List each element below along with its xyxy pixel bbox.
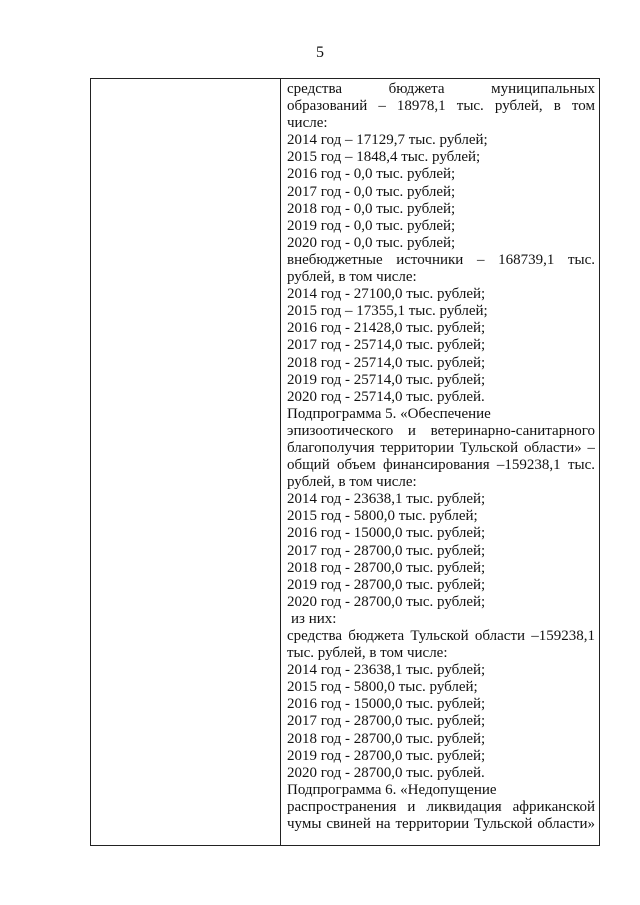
text-line: 2018 год - 28700,0 тыс. рублей; — [287, 559, 486, 576]
text-line: 2017 год - 25714,0 тыс. рублей; — [287, 337, 486, 354]
text-line: 2015 год - 5800,0 тыс. рублей; — [287, 508, 478, 525]
text-line: чумы свиней на территории Тульской области» — [287, 816, 595, 833]
text-line: 2014 год - 23638,1 тыс. рублей; — [287, 491, 486, 508]
text-line: 2018 год - 0,0 тыс. рублей; — [287, 200, 456, 217]
text-line: средства бюджета муниципальных — [287, 81, 595, 97]
text-line: 2016 год - 15000,0 тыс. рублей; — [287, 696, 486, 713]
text-line: 2020 год - 25714,0 тыс. рублей. — [287, 388, 485, 405]
text-line: из них: — [291, 610, 337, 627]
text-line: 2018 год - 28700,0 тыс. рублей; — [287, 730, 486, 747]
text-line: 2019 год - 0,0 тыс. рублей; — [287, 217, 456, 234]
text-line: 2014 год - 23638,1 тыс. рублей; — [287, 662, 486, 679]
text-line: 2019 год - 28700,0 тыс. рублей; — [287, 576, 486, 593]
text-line: 2017 год - 28700,0 тыс. рублей; — [287, 713, 486, 730]
text-line: 2016 год - 0,0 тыс. рублей; — [287, 166, 456, 183]
text-line: 2018 год - 25714,0 тыс. рублей; — [287, 354, 486, 371]
text-line: рублей, в том числе: — [287, 474, 417, 491]
text-line: распространения и ликвидация африканской — [287, 798, 595, 815]
text-line: 2017 год - 28700,0 тыс. рублей; — [287, 542, 486, 559]
text-line: рублей, в том числе: — [287, 269, 417, 286]
text-line: 2016 год - 21428,0 тыс. рублей; — [287, 320, 486, 337]
text-line: 2014 год - 27100,0 тыс. рублей; — [287, 286, 486, 303]
text-line: Подпрограмма 6. «Недопущение — [287, 781, 497, 798]
table-right-cell — [281, 79, 599, 845]
table-left-cell — [91, 79, 281, 845]
text-line: общий объем финансирования –159238,1 тыс. — [287, 457, 595, 474]
text-line: 2014 год – 17129,7 тыс. рублей; — [287, 132, 488, 149]
text-line: 2020 год - 28700,0 тыс. рублей. — [287, 764, 485, 781]
text-line: эпизоотического и ветеринарно-санитарного — [287, 422, 595, 439]
text-line: 2016 год - 15000,0 тыс. рублей; — [287, 525, 486, 542]
text-line: 2020 год - 0,0 тыс. рублей; — [287, 234, 456, 251]
text-line: 2020 год - 28700,0 тыс. рублей; — [287, 593, 486, 610]
text-line: 2015 год - 5800,0 тыс. рублей; — [287, 679, 478, 696]
text-line: внебюджетные источники – 168739,1 тыс. — [287, 251, 595, 268]
text-line: образований – 18978,1 тыс. рублей, в том — [287, 98, 595, 115]
text-line: благополучия территории Тульской области» – — [287, 439, 595, 456]
text-line: 2019 год - 25714,0 тыс. рублей; — [287, 371, 486, 388]
text-line: Подпрограмма 5. «Обеспечение — [287, 405, 491, 422]
page-number: 5 — [316, 44, 324, 61]
text-line: 2017 год - 0,0 тыс. рублей; — [287, 183, 456, 200]
text-line: 2015 год – 1848,4 тыс. рублей; — [287, 149, 481, 166]
text-line: числе: — [287, 115, 328, 132]
text-line: 2019 год - 28700,0 тыс. рублей; — [287, 747, 486, 764]
text-line: тыс. рублей, в том числе: — [287, 645, 448, 662]
document-table — [90, 78, 600, 846]
text-line: средства бюджета Тульской области –159238,1 — [287, 628, 595, 644]
text-line: 2015 год – 17355,1 тыс. рублей; — [287, 303, 488, 320]
